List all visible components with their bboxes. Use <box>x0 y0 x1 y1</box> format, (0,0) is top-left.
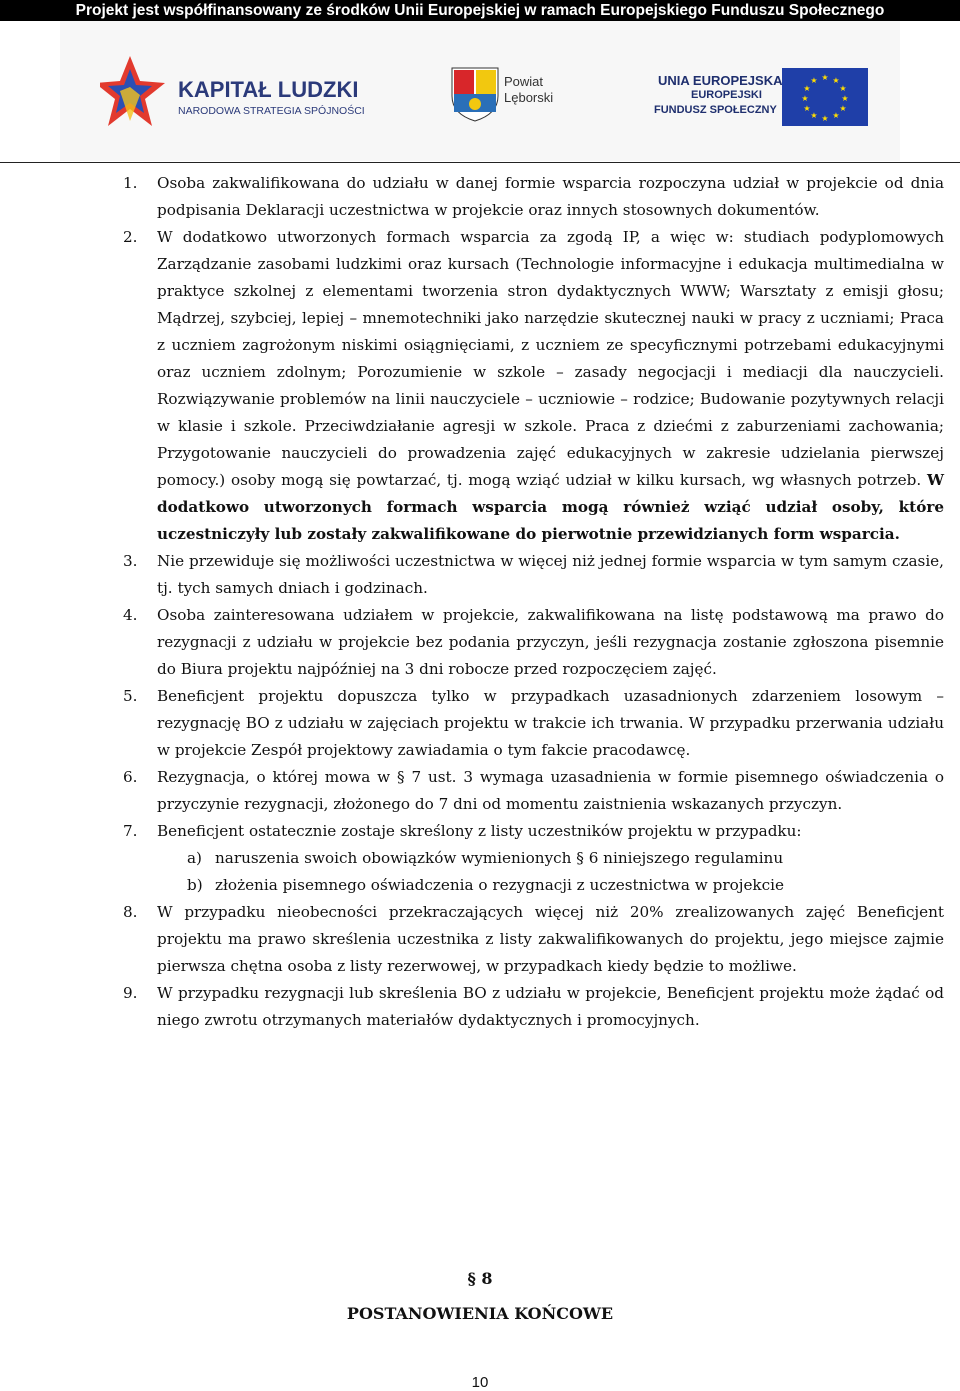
ue-label-2: EUROPEJSKI <box>691 89 762 101</box>
funding-banner-text: Projekt jest współfinansowany ze środków Unii Europejskiej w ramach Europejskiego Funduszu Społecznego <box>75 2 885 19</box>
svg-text:★: ★ <box>832 111 840 120</box>
item-number: 4. <box>123 606 138 624</box>
item-number: 7. <box>123 822 138 840</box>
svg-text:★: ★ <box>803 84 811 93</box>
item-text: Nie przewiduje się możliwości uczestnictwa w więcej niż jednej formie wsparcia w tym samym czasie, tj. tych samych dniach i godzinach. <box>157 552 944 597</box>
kapital-ludzki-subtitle: NARODOWA STRATEGIA SPÓJNOŚCI <box>178 105 365 117</box>
svg-text:★: ★ <box>810 76 818 85</box>
svg-text:★: ★ <box>821 114 829 123</box>
powiat-coat-of-arms-icon <box>450 66 500 122</box>
sub-item-text: naruszenia swoich obowiązków wymienionych § 6 niniejszego regulaminu <box>215 849 784 867</box>
list-item <box>0 980 960 1034</box>
list-item <box>0 602 960 683</box>
sub-list-item <box>157 845 944 872</box>
list-item <box>0 170 960 224</box>
svg-text:★: ★ <box>810 111 818 120</box>
list-item <box>0 224 960 548</box>
sub-item-letter: b) <box>187 876 203 894</box>
section-heading: § 8 <box>467 1269 493 1288</box>
ue-label-1: UNIA EUROPEJSKA <box>658 73 783 88</box>
sub-item-text: złożenia pisemnego oświadczenia o rezygnacji z uczestnictwa w projekcie <box>215 876 784 894</box>
item-number: 9. <box>123 984 138 1002</box>
item-text: Rezygnacja, o której mowa w § 7 ust. 3 wymaga uzasadnienia w formie pisemnego oświadczenia o przyczynie rezygnacji, złożonego do 7 dni od momentu zaistnienia wskazanych przyczyn. <box>157 768 944 813</box>
item-number: 6. <box>123 768 138 786</box>
item-text: Beneficjent projektu dopuszcza tylko w przypadkach uzasadnionych zdarzeniem losowym – rezygnację BO z udziału w zajęciach projektu w trakcie ich trwania. W przypadku przerwania udziału w projekcie Zespół projektowy zawiadamia o tym fakcie pracodawcę. <box>157 687 944 759</box>
regulation-body <box>0 170 960 1034</box>
item-bold-text: W dodatkowo utworzonych formach wsparcia mogą również wziąć udział osoby, które uczestniczyły lub zostały zakwalifikowane do pierwotnie przewidzianych form wsparcia. <box>157 471 944 543</box>
svg-text:★: ★ <box>832 76 840 85</box>
header-divider <box>0 162 960 163</box>
item-text: W przypadku nieobecności przekraczających więcej niż 20% zrealizowanych zajęć Beneficjent projektu ma prawo skreślenia uczestnika z listy zakwalifikowanych do projektu, jego miejsce zajmie pierwsza chętna osoba z listy rezerwowej, w przypadkach kiedy będzie to możliwe. <box>157 903 944 975</box>
powiat-label-2: Lęborski <box>504 90 554 105</box>
sub-list <box>157 845 944 899</box>
item-number: 5. <box>123 687 138 705</box>
item-text: Osoba zakwalifikowana do udziału w danej formie wsparcia rozpoczyna udział w projekcie od dnia podpisania Deklaracji uczestnictwa w projekcie oraz innych stosownych dokumentów. <box>157 174 944 219</box>
list-item <box>0 764 960 818</box>
logo-strip <box>60 21 900 161</box>
item-text: W dodatkowo utworzonych formach wsparcia za zgodą IP, a więc w: studiach podyplomowych Zarządzanie zasobami ludzkimi oraz kursach (Technologie informacyjne i edukacja multimedialna w praktyce szkolnej z elementami tworzenia stron dydaktycznych WWW; Warsztaty z emisji głosu; Mądrzej, szybciej, lepiej – mnemotechniki jako narzędzie skutecznej nauki w pracy z uczniami; Praca z uczniem zagrożonym niskimi osiągnięciami, z uczniem ze specyficznymi potrzebami edukacyjnymi oraz uczniem zdolnym; Porozumienie w szkole – zasady negocjacji i mediacji dla nauczycieli. Rozwiązywanie problemów na linii nauczyciele – uczniowie – rodzice; Budowanie pozytywnych relacji w klasie i szkole. Przeciwdziałanie agresji w szkole. Praca z dziećmi z zaburzeniami zachowania; Przygotowanie nauczycieli do prowadzenia zajęć edukacyjnych w zakresie udzielania pierwszej pomocy.) osoby mogą się powtarzać, tj. mogą wziąć udział w kilku kursach, wg własnych potrzeb. <box>157 228 944 489</box>
item-number: 2. <box>123 228 138 246</box>
list-item <box>0 548 960 602</box>
svg-text:★: ★ <box>841 94 849 103</box>
sub-item-letter: a) <box>187 849 202 867</box>
sub-list-item <box>157 872 944 899</box>
item-number: 1. <box>123 174 138 192</box>
svg-text:★: ★ <box>801 94 809 103</box>
item-text: Osoba zainteresowana udziałem w projekcie, zakwalifikowana na listę podstawową ma prawo do rezygnacji z udziału w projekcie bez podania przyczyn, jeśli rezygnacja zostanie zgłoszona pisemnie do Biura projektu najpóźniej na 3 dni robocze przed rozpoczęciem zajęć. <box>157 606 944 678</box>
item-text: W przypadku rezygnacji lub skreślenia BO z udziału w projekcie, Beneficjent projektu może żądać od niego zwrotu otrzymanych materiałów dydaktycznych i promocyjnych. <box>157 984 944 1029</box>
item-number: 3. <box>123 552 138 570</box>
svg-text:★: ★ <box>839 104 847 113</box>
item-text: Beneficjent ostatecznie zostaje skreślony z listy uczestników projektu w przypadku: <box>157 822 802 840</box>
list-item <box>0 899 960 980</box>
regulation-list <box>0 170 960 1034</box>
powiat-label-1: Powiat <box>504 74 544 89</box>
svg-text:★: ★ <box>821 73 829 82</box>
item-number: 8. <box>123 903 138 921</box>
list-item <box>0 683 960 764</box>
eu-flag-icon <box>782 68 868 126</box>
svg-text:★: ★ <box>839 84 847 93</box>
funding-banner <box>0 0 960 21</box>
list-item <box>0 818 960 899</box>
svg-text:★: ★ <box>803 104 811 113</box>
section-title: POSTANOWIENIA KOŃCOWE <box>346 1304 614 1323</box>
page-number: 10 <box>471 1374 489 1391</box>
kapital-ludzki-logo-icon <box>100 51 170 131</box>
kapital-ludzki-title: KAPITAŁ LUDZKI <box>178 77 359 102</box>
ue-label-3: FUNDUSZ SPOŁECZNY <box>654 104 777 116</box>
